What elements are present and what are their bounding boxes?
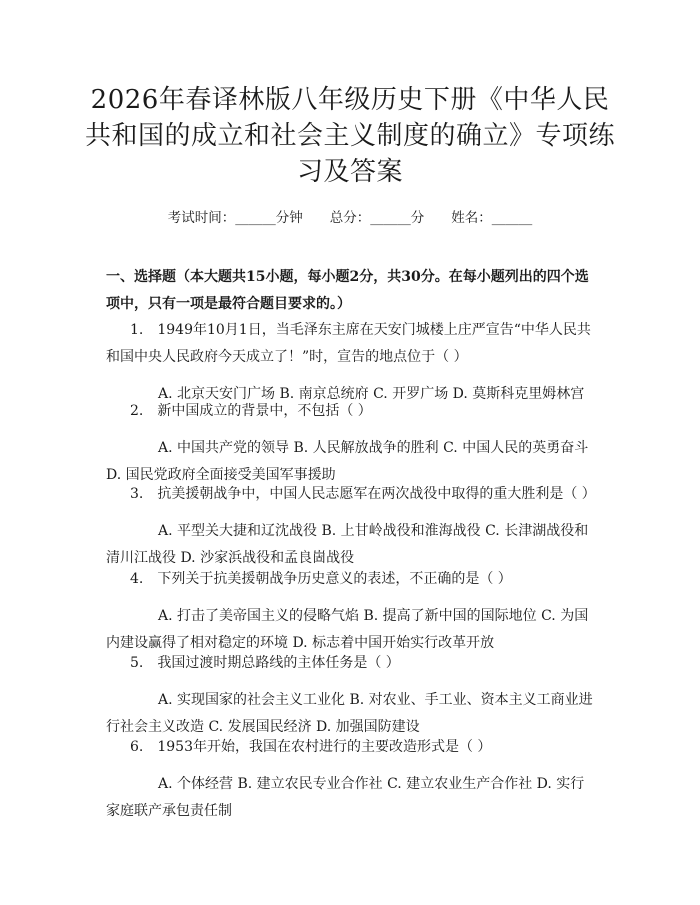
question-stem: 2. 新中国成立的背景中，不包括（ ） bbox=[130, 403, 372, 419]
question-stem: 4. 下列关于抗美援朝战争历史意义的表述，不正确的是（ ） bbox=[130, 571, 512, 587]
question-options: A. 个体经营 B. 建立农民专业合作社 C. 建立农业生产合作社 D. 实行家庭联产承包责任制 bbox=[106, 776, 585, 819]
question-3 bbox=[106, 481, 598, 572]
exam-info-line bbox=[0, 206, 700, 226]
question-stem: 5. 我国过渡时期总路线的主体任务是（ ） bbox=[130, 655, 400, 671]
question-4 bbox=[106, 566, 598, 657]
question-stem: 3. 抗美援朝战争中，中国人民志愿军在两次战役中取得的重大胜利是（ ） bbox=[130, 486, 596, 502]
question-5 bbox=[106, 650, 598, 741]
question-stem: 6. 1953年开始，我国在农村进行的主要改造形式是（ ） bbox=[130, 739, 492, 755]
question-options: A. 实现国家的社会主义工业化 B. 对农业、手工业、资本主义工商业进行社会主义改造 C. 发展国民经济 D. 加强国防建设 bbox=[106, 692, 593, 735]
question-6 bbox=[106, 734, 598, 825]
question-1 bbox=[106, 317, 598, 408]
exam-info-text: 考试时间：______分钟 总分：______分 姓名：______ bbox=[167, 210, 533, 226]
question-options: A. 中国共产党的领导 B. 人民解放战争的胜利 C. 中国人民的英勇奋斗 D. 国民党政府全面接受美国军事援助 bbox=[106, 440, 589, 483]
question-options: A. 平型关大捷和辽沈战役 B. 上甘岭战役和淮海战役 C. 长津湖战役和清川江战役 D. 沙家浜战役和孟良崮战役 bbox=[106, 523, 589, 566]
question-options: A. 打击了美帝国主义的侵略气焰 B. 提高了新中国的国际地位 C. 为国内建设赢得了相对稳定的环境 D. 标志着中国开始实行改革开放 bbox=[106, 608, 589, 651]
question-options: A. 北京天安门广场 B. 南京总统府 C. 开罗广场 D. 莫斯科克里姆林宫 bbox=[158, 386, 585, 402]
section-heading: 一、选择题（本大题共15小题，每小题2分，共30分。在每小题列出的四个选项中，只有一项是最符合题目要求的。） bbox=[106, 269, 589, 312]
question-2 bbox=[106, 398, 598, 489]
question-stem: 1. 1949年10月1日，当毛泽东主席在天安门城楼上庄严宣告“中华人民共和国中央人民政府今天成立了！”时，宣告的地点位于（ ） bbox=[106, 322, 591, 365]
document-title: 2026年春译林版八年级历史下册《中华人民共和国的成立和社会主义制度的确立》专项练习及答案 bbox=[84, 85, 615, 187]
